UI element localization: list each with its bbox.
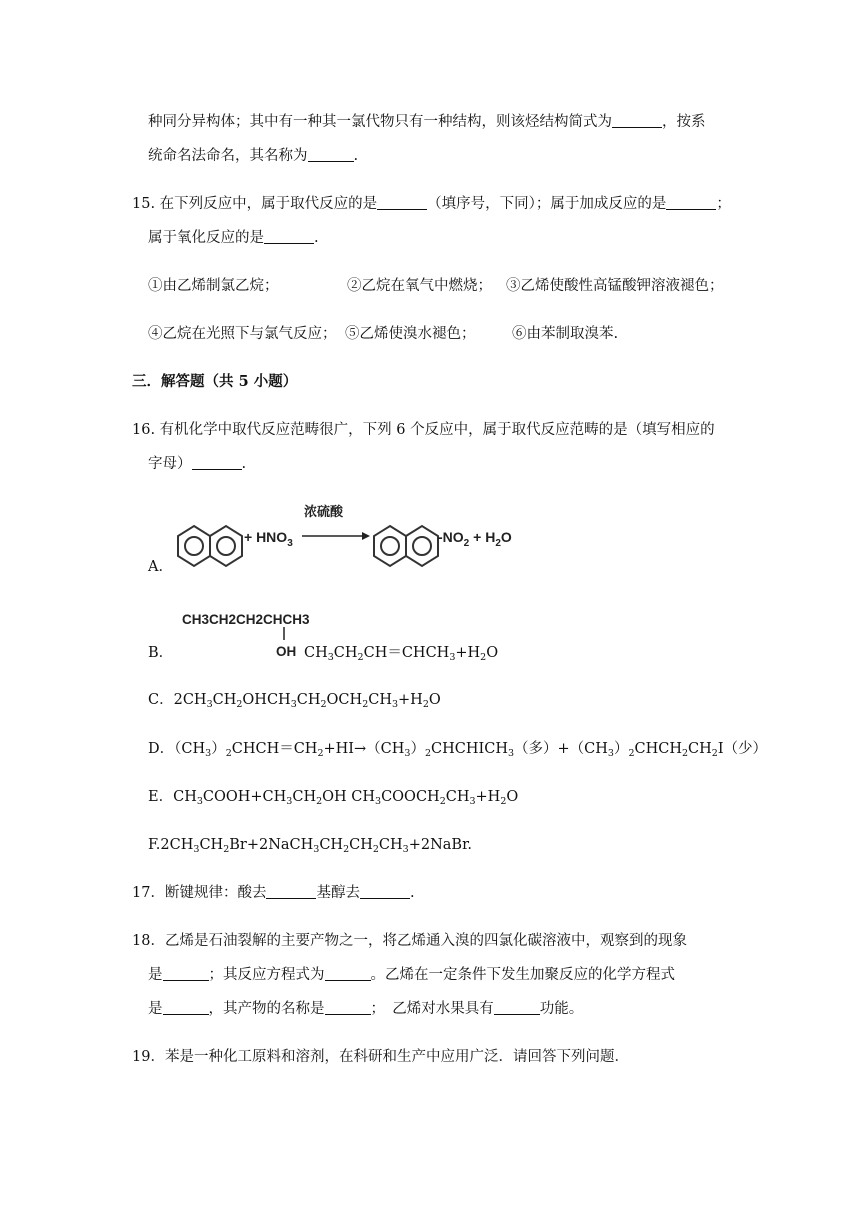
q15-option-4: ④乙烷在光照下与氯气反应；: [148, 326, 337, 342]
condition-text: 浓硫酸: [304, 504, 344, 519]
q15-option-3: ③乙烯使酸性高锰酸钾溶液褪色；: [506, 278, 724, 294]
q16-line-2: 字母） .: [148, 456, 247, 472]
q18-line-3: 是 ，其产物的名称是 ； 乙烯对水果具有 功能。: [148, 1001, 584, 1017]
q15-text-4: 属于氧化反应的是: [148, 230, 264, 246]
option-a-label: A．: [148, 559, 173, 575]
q14-text-3: 统命名法命名，其名称为: [148, 148, 308, 164]
q15-line-2: [148, 228, 319, 248]
answer-blank[interactable]: [612, 113, 662, 128]
answer-blank[interactable]: [308, 147, 354, 162]
q18-line-2: 是 ；其反应方程式为 。乙烯在一定条件下发生加聚反应的化学方程式: [148, 967, 675, 983]
reactant-text: CH3CH2CH2CHCH3: [182, 612, 310, 627]
q16-line-1: 16. 有机化学中取代反应范畴很广，下列 6 个反应中，属于取代反应范畴的是（填写相应的: [132, 422, 715, 438]
q17-line: 17．断键规律：酸去 基醇去 .: [132, 885, 415, 901]
product-text: $-NO_2 + H_2O$: [438, 529, 512, 549]
answer-blank[interactable]: [163, 1000, 209, 1015]
option-f: $F.2CH_3CH_2Br+2NaCH_3CH_2CH_2CH_3+2NaBr$.: [148, 837, 473, 855]
naphthalene-icon: [178, 526, 242, 566]
answer-blank[interactable]: [325, 1000, 371, 1015]
option-c: C．$2CH_3CH_2OHCH_3CH_2OCH_2CH_3+H_2O$: [148, 692, 441, 710]
q14-text-1: 种同分异构体；其中有一种其一氯代物只有一种结构，则该烃结构简式为: [148, 114, 612, 130]
answer-blank[interactable]: [360, 884, 410, 899]
naphthalene-nitration-diagram: [170, 498, 520, 580]
section-heading: 三．解答题（共 5 小题）: [132, 373, 298, 390]
option-e-equation: $CH_3COOH+CH_3CH_2OH$ $CH_3COOCH_2CH_3+H_2O$: [173, 789, 519, 807]
q18-line-1: 18．乙烯是石油裂解的主要产物之一，将乙烯通入溴的四氯化碳溶液中，观察到的现象: [132, 933, 687, 949]
q15-option-1: ①由乙烯制氯乙烷；: [148, 278, 279, 294]
q14-text-4: .: [353, 148, 359, 164]
option-d: D．$(CH_3)_2CHCH=CH_2+HI\to(CH_3)_2CHCHICH_3$（多）$+(CH_3)_2CHCH_2CH_2I$（少）: [148, 741, 768, 759]
option-e: E．$CH_3COOH+CH_3CH_2OH$ $CH_3COOCH_2CH_3+H_2O$: [148, 789, 519, 807]
option-f-equation: $2CH_3CH_2Br+2NaCH_3CH_2CH_2CH_3+2NaBr$.: [160, 837, 473, 855]
naphthalene-product-icon: [374, 526, 438, 566]
answer-blank[interactable]: [264, 229, 314, 244]
answer-blank[interactable]: [163, 966, 209, 981]
hydroxyl-text: OH: [276, 644, 297, 659]
q19-line-1: 19．苯是一种化工原料和溶剂，在科研和生产中应用广泛．请回答下列问题．: [132, 1049, 629, 1065]
q15-text-2: （填序号，下同）；属于加成反应的是: [427, 196, 667, 212]
option-b-product: $CH_3CH_2CH=CHCH_3+H_2O$: [304, 645, 499, 663]
option-d-equation: $(CH_3)_2CHCH=CH_2+HI\to(CH_3)_2CHCHICH_3$（多）$+(CH_3)_2CHCH_2CH_2I$（少）: [174, 741, 768, 759]
answer-blank[interactable]: [494, 1000, 540, 1015]
q15-line-1: [132, 194, 731, 214]
q14-line-2: [148, 146, 358, 166]
answer-blank[interactable]: [192, 455, 242, 470]
butanol-structure-diagram: [180, 608, 310, 660]
q15-text-5: .: [314, 230, 319, 246]
answer-blank[interactable]: [266, 884, 316, 899]
q14-line-1: [148, 112, 706, 132]
q15-text-1: 15. 在下列反应中，属于取代反应的是: [132, 196, 378, 212]
option-b-label: B．: [148, 645, 174, 661]
q15-option-5: ⑤乙烯使溴水褪色；: [345, 326, 476, 342]
option-c-equation: $2CH_3CH_2OHCH_3CH_2OCH_2CH_3+H_2O$: [173, 692, 441, 710]
q14-text-2: ，按系: [662, 114, 706, 130]
answer-blank[interactable]: [666, 195, 716, 210]
q15-text-3: ；: [716, 196, 731, 212]
arrow-icon: [302, 532, 370, 540]
q15-option-2: ②乙烷在氧气中燃烧；: [347, 278, 492, 294]
answer-blank[interactable]: [377, 195, 427, 210]
q15-option-6: ⑥由苯制取溴苯.: [512, 326, 619, 342]
answer-blank[interactable]: [325, 966, 371, 981]
reagent-text: + $HNO_3$: [244, 529, 293, 549]
